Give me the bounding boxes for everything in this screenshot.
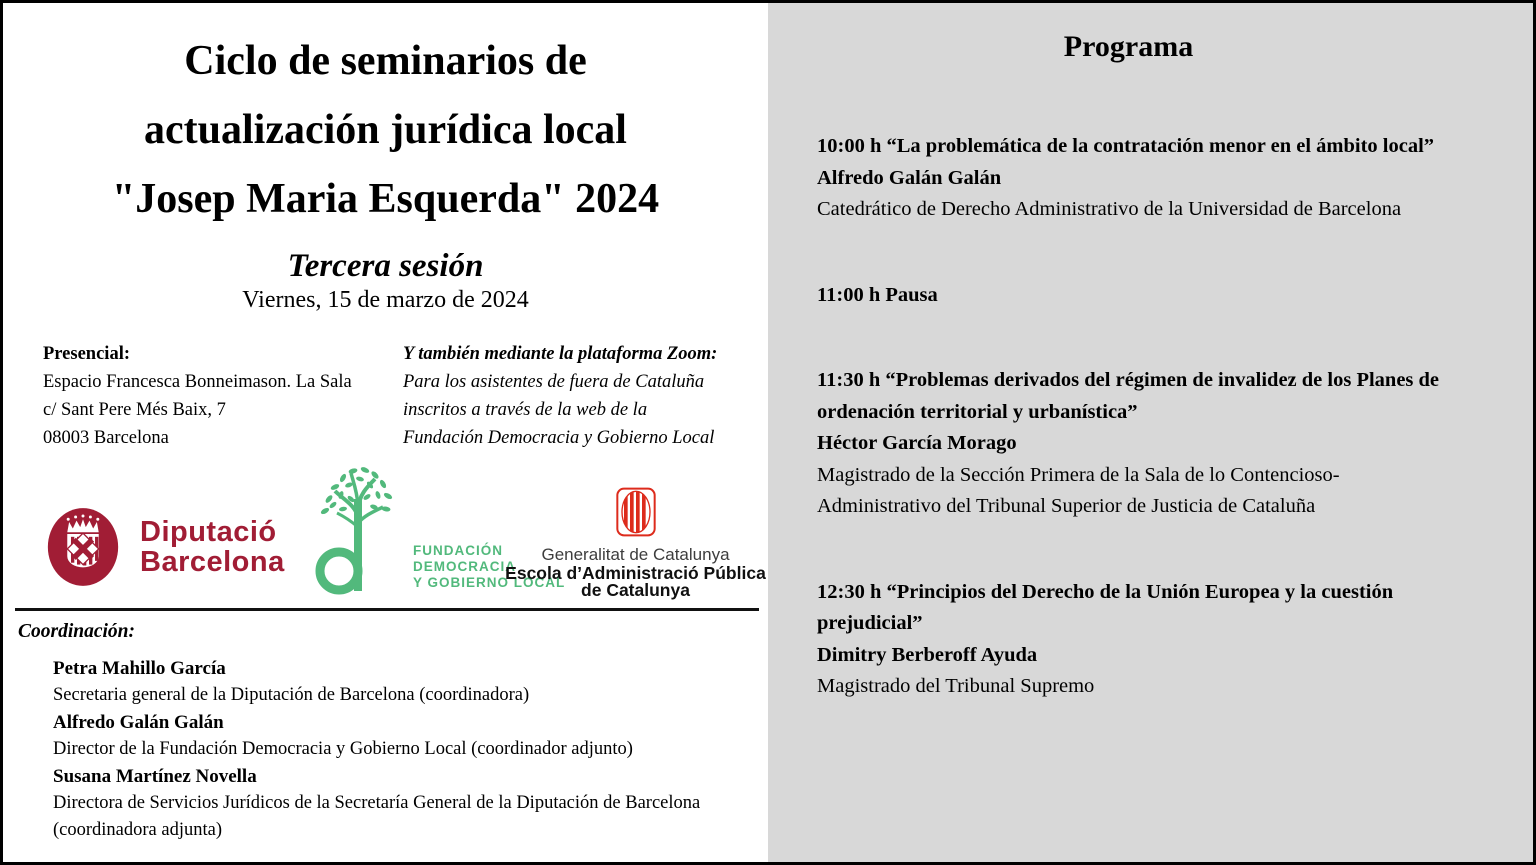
program-item-role: Magistrado de la Sección Primera de la Sala de lo Contencioso-Administrativo del Tribunal Superior de Justicia de Cataluña [817,463,1340,517]
program-list [817,131,1464,703]
coordination-section [18,619,758,844]
generalitat-line1: Generalitat de Catalunya [541,545,730,564]
logo-fundacion-democracia [313,465,566,602]
program-item [817,577,1462,703]
program-item-role: Catedrático de Derecho Administrativo de la Universidad de Barcelona [817,198,1402,220]
program-item [817,131,1462,226]
seminar-title-line3: "Josep Maria Esquerda" 2024 [111,176,660,222]
fundacion-line2: DEMOCRACIA [413,559,516,574]
coordination-person [53,763,718,844]
presencial-line: c/ Sant Pere Més Baix, 7 [43,400,226,420]
generalitat-wordmark [488,546,783,599]
fundacion-tree-icon [313,465,395,597]
program-panel [768,3,1536,862]
program-item [817,280,1462,312]
logo-generalitat [488,487,783,599]
program-item-speaker: Dimitry Berberoff Ayuda [817,643,1038,666]
generalitat-emblem-icon [616,487,656,537]
presencial-block [43,340,403,452]
zoom-line: inscritos a través de la web de la [403,400,648,420]
diputacio-wordmark [140,517,285,577]
zoom-block [403,340,723,452]
coordinator-name: Susana Martínez Novella [53,766,257,787]
logo-diputacio-barcelona [46,505,285,589]
session-subtitle: Tercera sesión [287,248,484,284]
coordination-list [53,655,718,844]
coordination-person [53,709,718,763]
program-title: Programa [1063,30,1194,63]
coordinator-role: Directora de Servicios Jurídicos de la Secretaría General de la Diputación de Barcelona (coordinadora adjunta) [53,793,701,840]
presencial-line: 08003 Barcelona [43,428,169,448]
coordination-person [53,655,718,709]
seminar-title-line1: Ciclo de seminarios de [184,38,587,84]
coordinator-name: Petra Mahillo García [53,658,226,679]
coordinator-role: Secretaria general de la Diputación de Barcelona (coordinadora) [53,685,530,705]
left-panel [3,3,768,862]
program-item-speaker: Alfredo Galán Galán [817,166,1002,189]
zoom-line: Fundación Democracia y Gobierno Local [403,428,715,448]
fundacion-line1: FUNDACIÓN [413,543,503,558]
program-item-title: 11:00 h Pausa [817,283,938,306]
logos-row [43,465,766,605]
generalitat-line2: Escola d’Administració Pública [505,563,766,583]
fundacion-line3: Y GOBIERNO LOCAL [413,575,566,590]
diputacio-line2: Barcelona [140,546,285,578]
generalitat-line3: de Catalunya [581,580,690,600]
program-item-role: Magistrado del Tribunal Supremo [817,675,1095,697]
horizontal-divider [15,608,759,611]
zoom-label: Y también mediante la plataforma Zoom: [403,344,718,364]
diputacio-line1: Diputació [140,516,277,548]
coordination-label: Coordinación: [18,621,136,642]
program-item-speaker: Héctor García Morago [817,432,1017,454]
program-item [817,365,1462,523]
program-item-title: 11:30 h “Problemas derivados del régimen de invalidez de los Planes de ordenación territorial y urbanística” [817,369,1440,423]
seminar-title [3,27,768,234]
program-item-title: 12:30 h “Principios del Derecho de la Unión Europea y la cuestión prejudicial” [817,580,1394,634]
diputacio-seal-icon [46,505,120,589]
program-item-title: 10:00 h “La problemática de la contratación menor en el ámbito local” [817,135,1435,157]
coordinator-role: Director de la Fundación Democracia y Gobierno Local (coordinador adjunto) [53,739,633,759]
zoom-line: Para los asistentes de fuera de Cataluña [403,372,705,392]
presencial-line: Espacio Francesca Bonneimason. La Sala [43,372,352,392]
coordinator-name: Alfredo Galán Galán [53,712,224,733]
attendance-info [43,340,743,452]
presencial-label: Presencial: [43,344,130,364]
session-date: Viernes, 15 de marzo de 2024 [242,287,529,313]
seminar-title-line2: actualización jurídica local [144,107,627,153]
